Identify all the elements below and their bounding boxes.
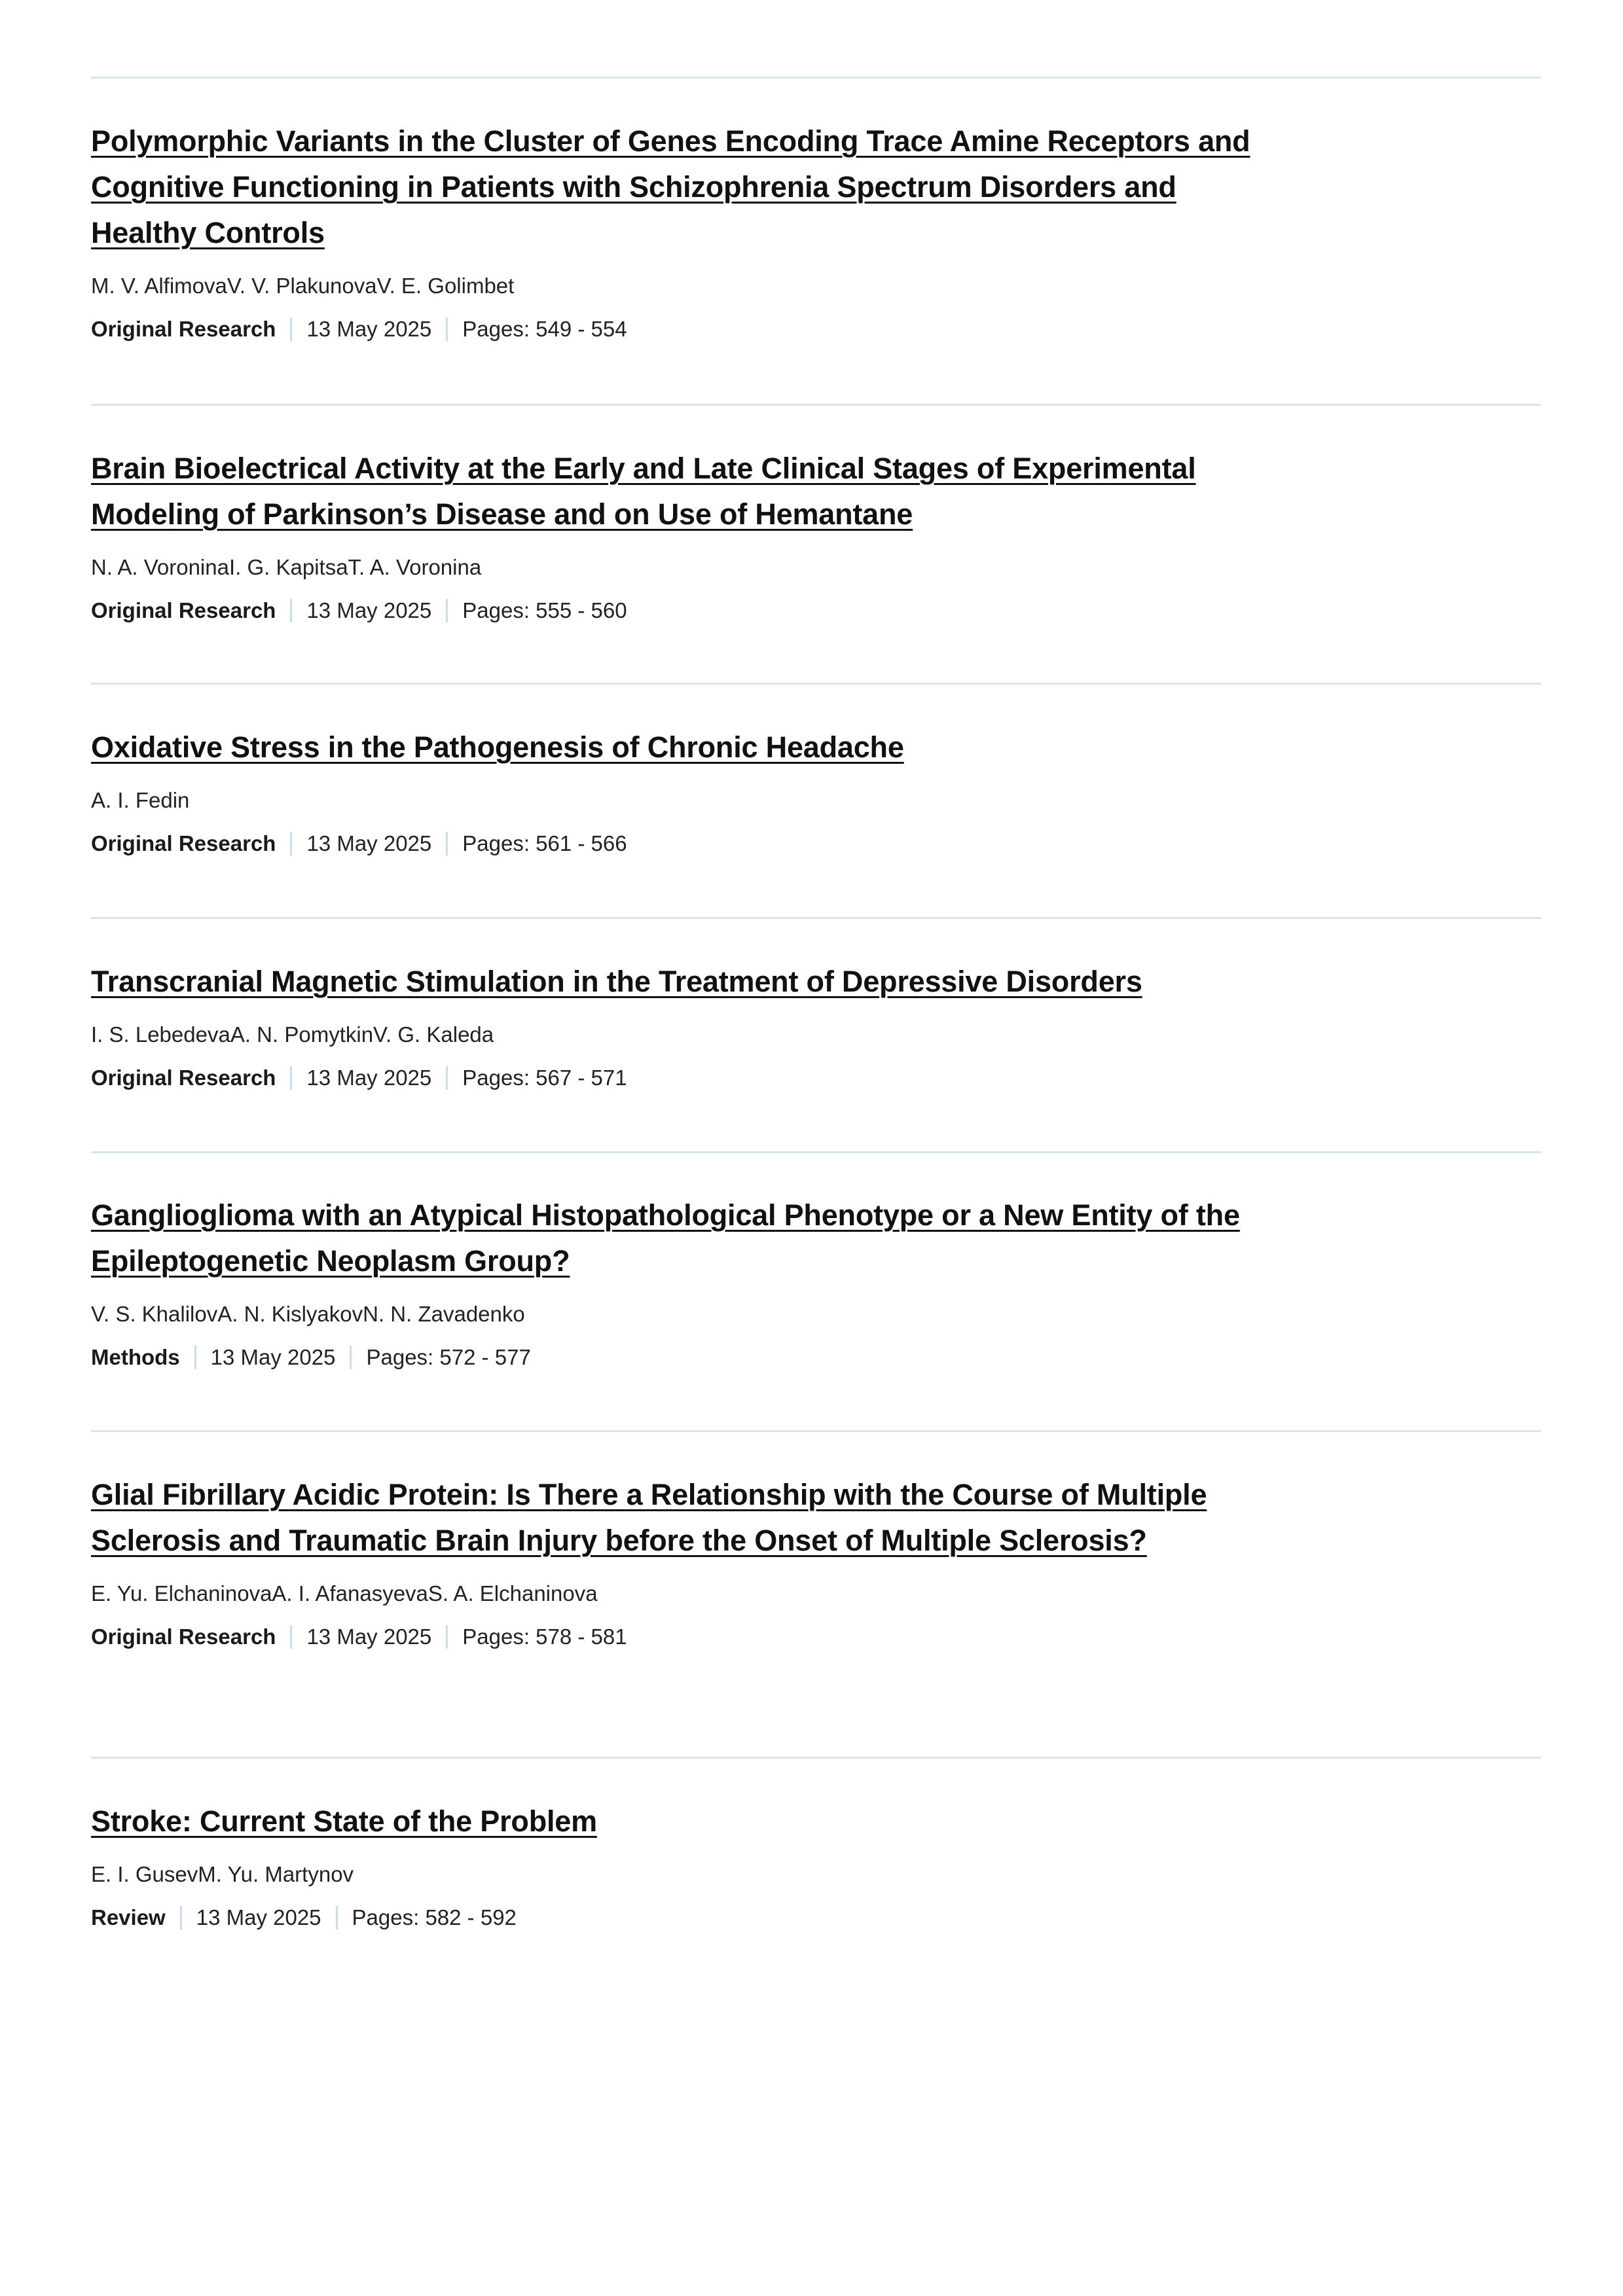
article-title bbox=[91, 1799, 1256, 1844]
article-title-link[interactable]: Stroke: Current State of the Problem bbox=[91, 1804, 597, 1838]
article-type: Original Research bbox=[91, 831, 276, 855]
meta-separator bbox=[446, 832, 448, 855]
article-type: Original Research bbox=[91, 1066, 276, 1090]
article-item bbox=[91, 1472, 1541, 1650]
article-pages: Pages: 561 - 566 bbox=[462, 831, 627, 855]
meta-separator bbox=[290, 317, 292, 341]
article-authors: E. Yu. ElchaninovaA. I. AfanasyevaS. A. Elchaninova bbox=[91, 1581, 598, 1605]
article-meta bbox=[91, 316, 1541, 342]
article-title bbox=[91, 1472, 1256, 1564]
divider bbox=[91, 1151, 1541, 1153]
article-title bbox=[91, 959, 1256, 1005]
article-pages: Pages: 567 - 571 bbox=[462, 1066, 627, 1090]
article-authors: E. I. GusevM. Yu. Martynov bbox=[91, 1862, 354, 1886]
article-meta bbox=[91, 1905, 1541, 1931]
article-title bbox=[91, 725, 1256, 770]
article-date: 13 May 2025 bbox=[306, 1066, 432, 1090]
meta-separator bbox=[446, 599, 448, 622]
article-type: Original Research bbox=[91, 1624, 276, 1649]
meta-separator bbox=[290, 1066, 292, 1090]
article-meta bbox=[91, 1624, 1541, 1650]
divider bbox=[91, 1757, 1541, 1759]
article-pages: Pages: 555 - 560 bbox=[462, 598, 627, 622]
article-title bbox=[91, 1193, 1256, 1284]
article-pages: Pages: 578 - 581 bbox=[462, 1624, 627, 1649]
meta-separator bbox=[290, 832, 292, 855]
article-date: 13 May 2025 bbox=[306, 598, 432, 622]
article-title-link[interactable]: Ganglioglioma with an Atypical Histopathological Phenotype or a New Entity of the Epileptogenetic Neoplasm Group? bbox=[91, 1198, 1240, 1278]
meta-separator bbox=[446, 317, 448, 341]
divider bbox=[91, 917, 1541, 919]
meta-separator bbox=[194, 1346, 196, 1369]
article-authors: N. A. VoroninaI. G. KapitsaT. A. Voronina bbox=[91, 555, 482, 579]
meta-separator bbox=[290, 599, 292, 622]
article-pages: Pages: 572 - 577 bbox=[366, 1345, 531, 1369]
article-type: Methods bbox=[91, 1345, 180, 1369]
article-meta bbox=[91, 831, 1541, 857]
article-date: 13 May 2025 bbox=[210, 1345, 336, 1369]
article-authors: I. S. LebedevaA. N. PomytkinV. G. Kaleda bbox=[91, 1022, 494, 1047]
meta-separator bbox=[446, 1625, 448, 1649]
article-authors: A. I. Fedin bbox=[91, 788, 190, 812]
divider bbox=[91, 77, 1541, 79]
article-type: Review bbox=[91, 1905, 166, 1929]
article-item bbox=[91, 118, 1541, 342]
article-meta bbox=[91, 598, 1541, 624]
article-title bbox=[91, 118, 1256, 256]
article-title-link[interactable]: Glial Fibrillary Acidic Protein: Is There a Relationship with the Course of Multiple Sclerosis and Traumatic Brain Injury before the Onset of Multiple Sclerosis? bbox=[91, 1478, 1207, 1557]
article-authors: V. S. KhalilovA. N. KislyakovN. N. Zavadenko bbox=[91, 1302, 525, 1326]
divider bbox=[91, 404, 1541, 406]
article-date: 13 May 2025 bbox=[306, 1624, 432, 1649]
article-authors: M. V. AlfimovaV. V. PlakunovaV. E. Golimbet bbox=[91, 274, 515, 298]
article-item bbox=[91, 725, 1541, 857]
article-title-link[interactable]: Polymorphic Variants in the Cluster of Genes Encoding Trace Amine Receptors and Cognitive Functioning in Patients with Schizophrenia Spectrum Disorders and Healthy Controls bbox=[91, 124, 1250, 249]
article-item bbox=[91, 959, 1541, 1091]
meta-separator bbox=[336, 1906, 338, 1929]
article-title bbox=[91, 446, 1256, 537]
article-title-link[interactable]: Oxidative Stress in the Pathogenesis of Chronic Headache bbox=[91, 730, 904, 764]
article-type: Original Research bbox=[91, 317, 276, 341]
article-title-link[interactable]: Transcranial Magnetic Stimulation in the Treatment of Depressive Disorders bbox=[91, 965, 1142, 998]
article-item bbox=[91, 446, 1541, 624]
meta-separator bbox=[180, 1906, 182, 1929]
divider bbox=[91, 683, 1541, 685]
article-date: 13 May 2025 bbox=[306, 831, 432, 855]
article-date: 13 May 2025 bbox=[196, 1905, 321, 1929]
article-pages: Pages: 582 - 592 bbox=[352, 1905, 517, 1929]
article-date: 13 May 2025 bbox=[306, 317, 432, 341]
article-item bbox=[91, 1799, 1541, 1931]
meta-separator bbox=[350, 1346, 352, 1369]
article-meta bbox=[91, 1065, 1541, 1091]
article-item bbox=[91, 1193, 1541, 1371]
article-meta bbox=[91, 1344, 1541, 1371]
divider bbox=[91, 1430, 1541, 1432]
article-title-link[interactable]: Brain Bioelectrical Activity at the Early and Late Clinical Stages of Experimental Modeling of Parkinson’s Disease and on Use of Hemantane bbox=[91, 452, 1196, 531]
article-type: Original Research bbox=[91, 598, 276, 622]
article-pages: Pages: 549 - 554 bbox=[462, 317, 627, 341]
meta-separator bbox=[446, 1066, 448, 1090]
meta-separator bbox=[290, 1625, 292, 1649]
